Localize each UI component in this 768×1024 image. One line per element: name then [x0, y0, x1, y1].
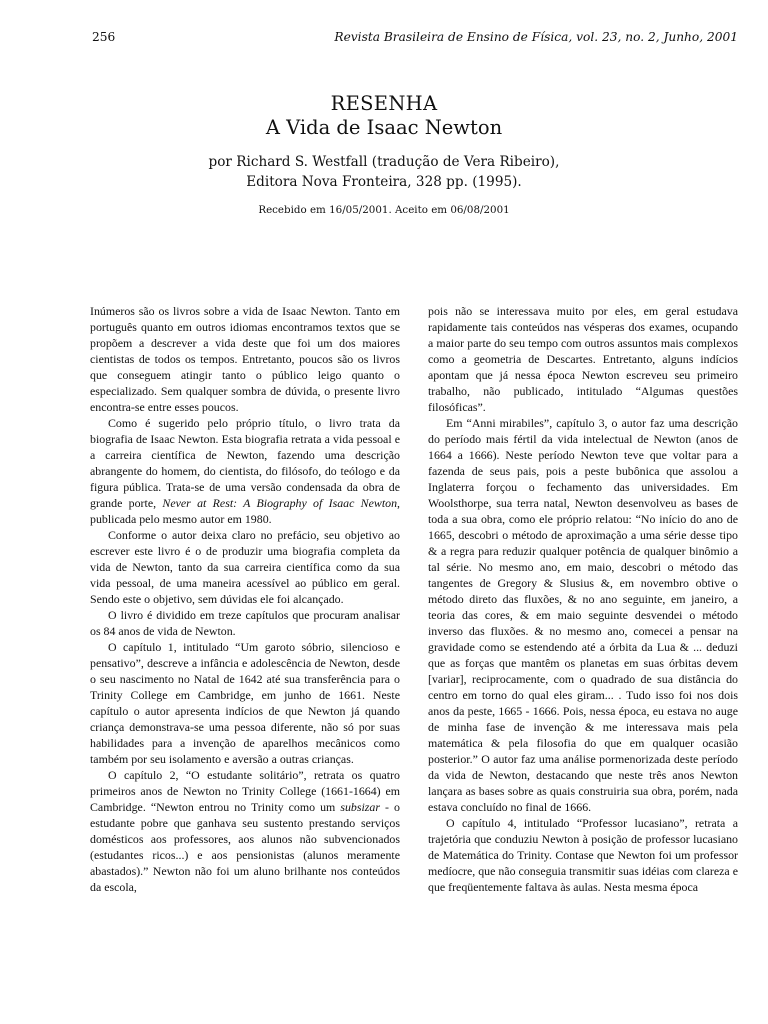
book-title: Never at Rest: A Biography of Isaac Newton: [162, 496, 398, 510]
running-header: [92, 30, 738, 48]
paragraph-text: Como é sugerido pelo próprio título, o livro trata da biografia de Isaac Newton. Esta biografia retrata a vida pessoal e a carreira científica de Newton, fazendo uma descrição abrangente do homem, do cientista, do filósofo, do teólogo e da figura pública. Trata-se de uma versão condensada da obra de grande porte,: [90, 416, 400, 510]
right-column: [428, 303, 738, 895]
paragraph: Conforme o autor deixa claro no prefácio, seu objetivo ao escrever este livro é o de produzir uma biografia completa da vida de Newton, tanto da sua carreira científica como da sua vida pessoal, de uma maneira acessível ao público em geral. Sendo este o objetivo, sem dúvidas ele foi alcançado.: [90, 528, 400, 606]
paragraph-text: - o estudante pobre que ganhava seu sustento prestando serviços domésticos aos professores, aos alunos não subvencionados (estudantes ricos...) e aos pensionistas (alunos meramente abastados).” Newton não foi um aluno brilhante nos conteúdos da escola,: [90, 800, 400, 894]
paragraph: Em “Anni mirabiles”, capítulo 3, o autor faz uma descrição do período mais fértil da vida intelectual de Newton (anos de 1664 a 1666). Neste período Newton teve que voltar para a fazenda de seus pais, pois a peste bubônica que assolou a Inglaterra forçou o fechamento das universidades. Em Woolsthorpe, sua terra natal, Newton desenvolveu as bases de toda a sua obra, como ele próprio relatou: “No início do ano de 1665, descobri o método de aproximação a uma série desse tipo & a regra para reduzir qualquer potência de qualquer binômio a tal série. No mesmo ano, em maio, descobri o método das tangentes de Gregory & Slusius &, em novembro obtive o método direto das fluxões, & no ano seguinte, em janeiro, a teoria das cores, & em maio seguinte desvendei o método inverso das fluxões. & no mesmo ano, comecei a pensar na gravidade como se estendendo até a órbita da Lua & ... deduzi que as forças que mantêm os planetas em suas órbitas devem [variar], reciprocamente, com o quadrado de sua distância do centro em torno do qual eles giram... . Tudo isso foi nos dois anos da peste, 1665 - 1666. Pois, nessa época, eu estava no auge de minha fase de invenção & me interessava mais pela matemática & pela filosofia do que em qualquer ocasião posterior.” O autor faz uma análise pormenorizada deste período da vida de Newton, destacando que neste três anos Newton lançara as bases sobre as quais construiria sua obra, porém, nada estava concluído no final de 1666.: [428, 416, 738, 814]
received-accepted-dates: Recebido em 16/05/2001. Aceito em 06/08/2001: [258, 204, 510, 216]
left-column: [90, 303, 400, 895]
page-number: 256: [92, 30, 116, 44]
article-title: A Vida de Isaac Newton: [265, 116, 503, 139]
term-subsizar: subsizar: [340, 800, 380, 814]
byline-publisher: Editora Nova Fronteira, 328 pp. (1995).: [246, 174, 522, 190]
paragraph: pois não se interessava muito por eles, em geral estudava rapidamente tais conteúdos nas vésperas dos exames, ocupando a maior parte do seu tempo com outros assuntos mais complexos como a geometria de Descartes. Entretanto, alguns indícios apontam que já nessa época Newton escreveu seu primeiro trabalho, não publicado, intitulado “Algumas questões filosóficas”.: [428, 304, 738, 414]
journal-reference: Revista Brasileira de Ensino de Física, vol. 23, no. 2, Junho, 2001: [334, 30, 738, 44]
paragraph: Inúmeros são os livros sobre a vida de Isaac Newton. Tanto em português quanto em outros idiomas encontramos textos que se propõem a descrever a vida deste que foi um dos maiores cientistas de todos os tempos. Entretanto, poucos são os livros que conseguem atingir tanto o público leigo quanto o especializado. Sem qualquer sombra de dúvida, o presente livro encontra-se entre esses poucos.: [90, 304, 400, 414]
paragraph: [90, 415, 400, 527]
paragraph-text: , publicada pelo mesmo autor em 1980.: [90, 496, 400, 526]
section-label: RESENHA: [330, 92, 438, 115]
byline: [0, 152, 768, 192]
byline-author: por Richard S. Westfall (tradução de Vera Ribeiro),: [208, 154, 560, 170]
paragraph: O capítulo 1, intitulado “Um garoto sóbrio, silencioso e pensativo”, descreve a infância e adolescência de Newton, desde o seu nascimento no Natal de 1642 até sua transferência para o Trinity College em Cambridge, em junho de 1661. Neste capítulo o autor apresenta indícios de que Newton já quando criança demonstrava-se uma pessoa diferente, não só por suas habilidades para a invenção de aparelhos mecânicos como também por seu isolamento e aversão a outras crianças.: [90, 640, 400, 766]
paragraph: O capítulo 4, intitulado “Professor lucasiano”, retrata a trajetória que conduziu Newton à posição de professor lucasiano de Matemática do Trinity. Contase que Newton foi um professor medíocre, que não conseguia transmitir suas idéias com clareza e que freqüentemente faltava às aulas. Nesta mesma época: [428, 816, 738, 894]
paragraph: [90, 767, 400, 895]
title-block: [0, 92, 768, 216]
paragraph: O livro é dividido em treze capítulos que procuram analisar os 84 anos de vida de Newton.: [90, 608, 400, 638]
paragraph-text: O capítulo 2, “O estudante solitário”, retrata os quatro primeiros anos de Newton no Trinity College (1661-1664) em Cambridge. “Newton entrou no Trinity como um: [90, 768, 400, 814]
